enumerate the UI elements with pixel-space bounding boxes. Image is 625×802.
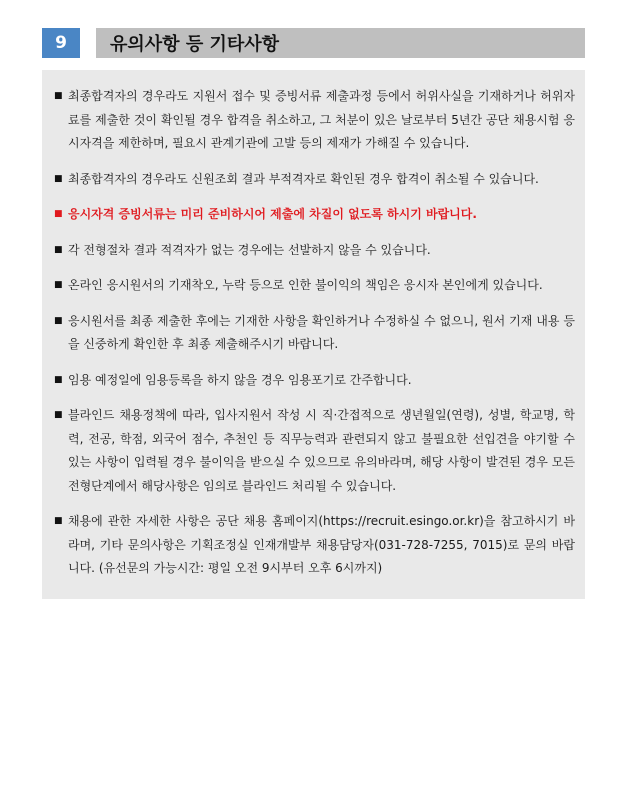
list-item (54, 369, 575, 393)
list-item-highlight (54, 203, 575, 227)
list-item-text: 각 전형절차 결과 적격자가 없는 경우에는 선발하지 않을 수 있습니다. (68, 242, 431, 257)
list-item (54, 274, 575, 298)
list-item (54, 85, 575, 156)
list-item (54, 239, 575, 263)
list-item (54, 510, 575, 581)
bullet-icon: ■ (54, 173, 63, 184)
list-item (54, 168, 575, 192)
bullet-icon: ■ (54, 374, 63, 385)
list-item-text: 임용 예정일에 임용등록을 하지 않을 경우 임용포기로 간주합니다. (68, 372, 412, 387)
list-item-text: 온라인 응시원서의 기재착오, 누락 등으로 인한 불이익의 책임은 응시자 본인에게 있습니다. (68, 278, 543, 292)
section-number: 9 (42, 28, 80, 58)
list-item-text: 최종합격자의 경우라도 지원서 접수 및 증빙서류 제출과정 등에서 허위사실을 기재하거나 허위자료를 제출한 것이 확인될 경우 합격을 취소하고, 그 처분이 있은 날로부터 5년간 공단 채용시험 응시자격을 제한하며, 필요시 관계기관에 고발 등의 제재가 가해질 수 있습니다. (68, 89, 575, 150)
list-item (54, 310, 575, 357)
list-item-text: 응시원서를 최종 제출한 후에는 기재한 사항을 확인하거나 수정하실 수 없으니, 원서 기재 내용 등을 신중하게 확인한 후 최종 제출해주시기 바랍니다. (68, 313, 575, 351)
bullet-icon: ■ (54, 410, 63, 420)
bullet-icon: ■ (54, 315, 63, 326)
bullet-icon: ■ (54, 91, 63, 101)
section-title: 유의사항 등 기타사항 (96, 28, 585, 58)
bullet-icon: ■ (54, 209, 63, 219)
list-item-text: 최종합격자의 경우라도 신원조회 결과 부적격자로 확인된 경우 합격이 취소될 수 있습니다. (68, 171, 539, 186)
section-header (42, 28, 585, 58)
list-item-text: 응시자격 증빙서류는 미리 준비하시어 제출에 차질이 없도록 하시기 바랍니다. (68, 207, 477, 221)
bullet-icon: ■ (54, 280, 63, 290)
list-item-text: 블라인드 채용정책에 따라, 입사지원서 작성 시 직·간접적으로 생년월일(연령), 성별, 학교명, 학력, 전공, 학점, 외국어 점수, 추천인 등 직무능력과 관련되지 않고 불필요한 선입견을 야기할 수 있는 사항이 입력될 경우 불이익을 받으실 수 있으므로 유의바라며, 해당 사항이 발견된 경우 모든 전형단계에서 해당사항은 임의로 블라인드 처리될 수 있습니다. (68, 408, 575, 493)
list-item-text: 채용에 관한 자세한 사항은 공단 채용 홈페이지(https://recruit.esingo.or.kr)을 참고하시기 바라며, 기타 문의사항은 기획조정실 인재개발부 채용담당자(031-728-7255, 7015)로 문의 바랍니다. (유선문의 가능시간: 평일 오전 9시부터 오후 6시까지) (68, 514, 575, 575)
bullet-icon: ■ (54, 244, 63, 255)
notice-box (42, 70, 585, 599)
bullet-icon: ■ (54, 516, 63, 526)
list-item (54, 404, 575, 498)
